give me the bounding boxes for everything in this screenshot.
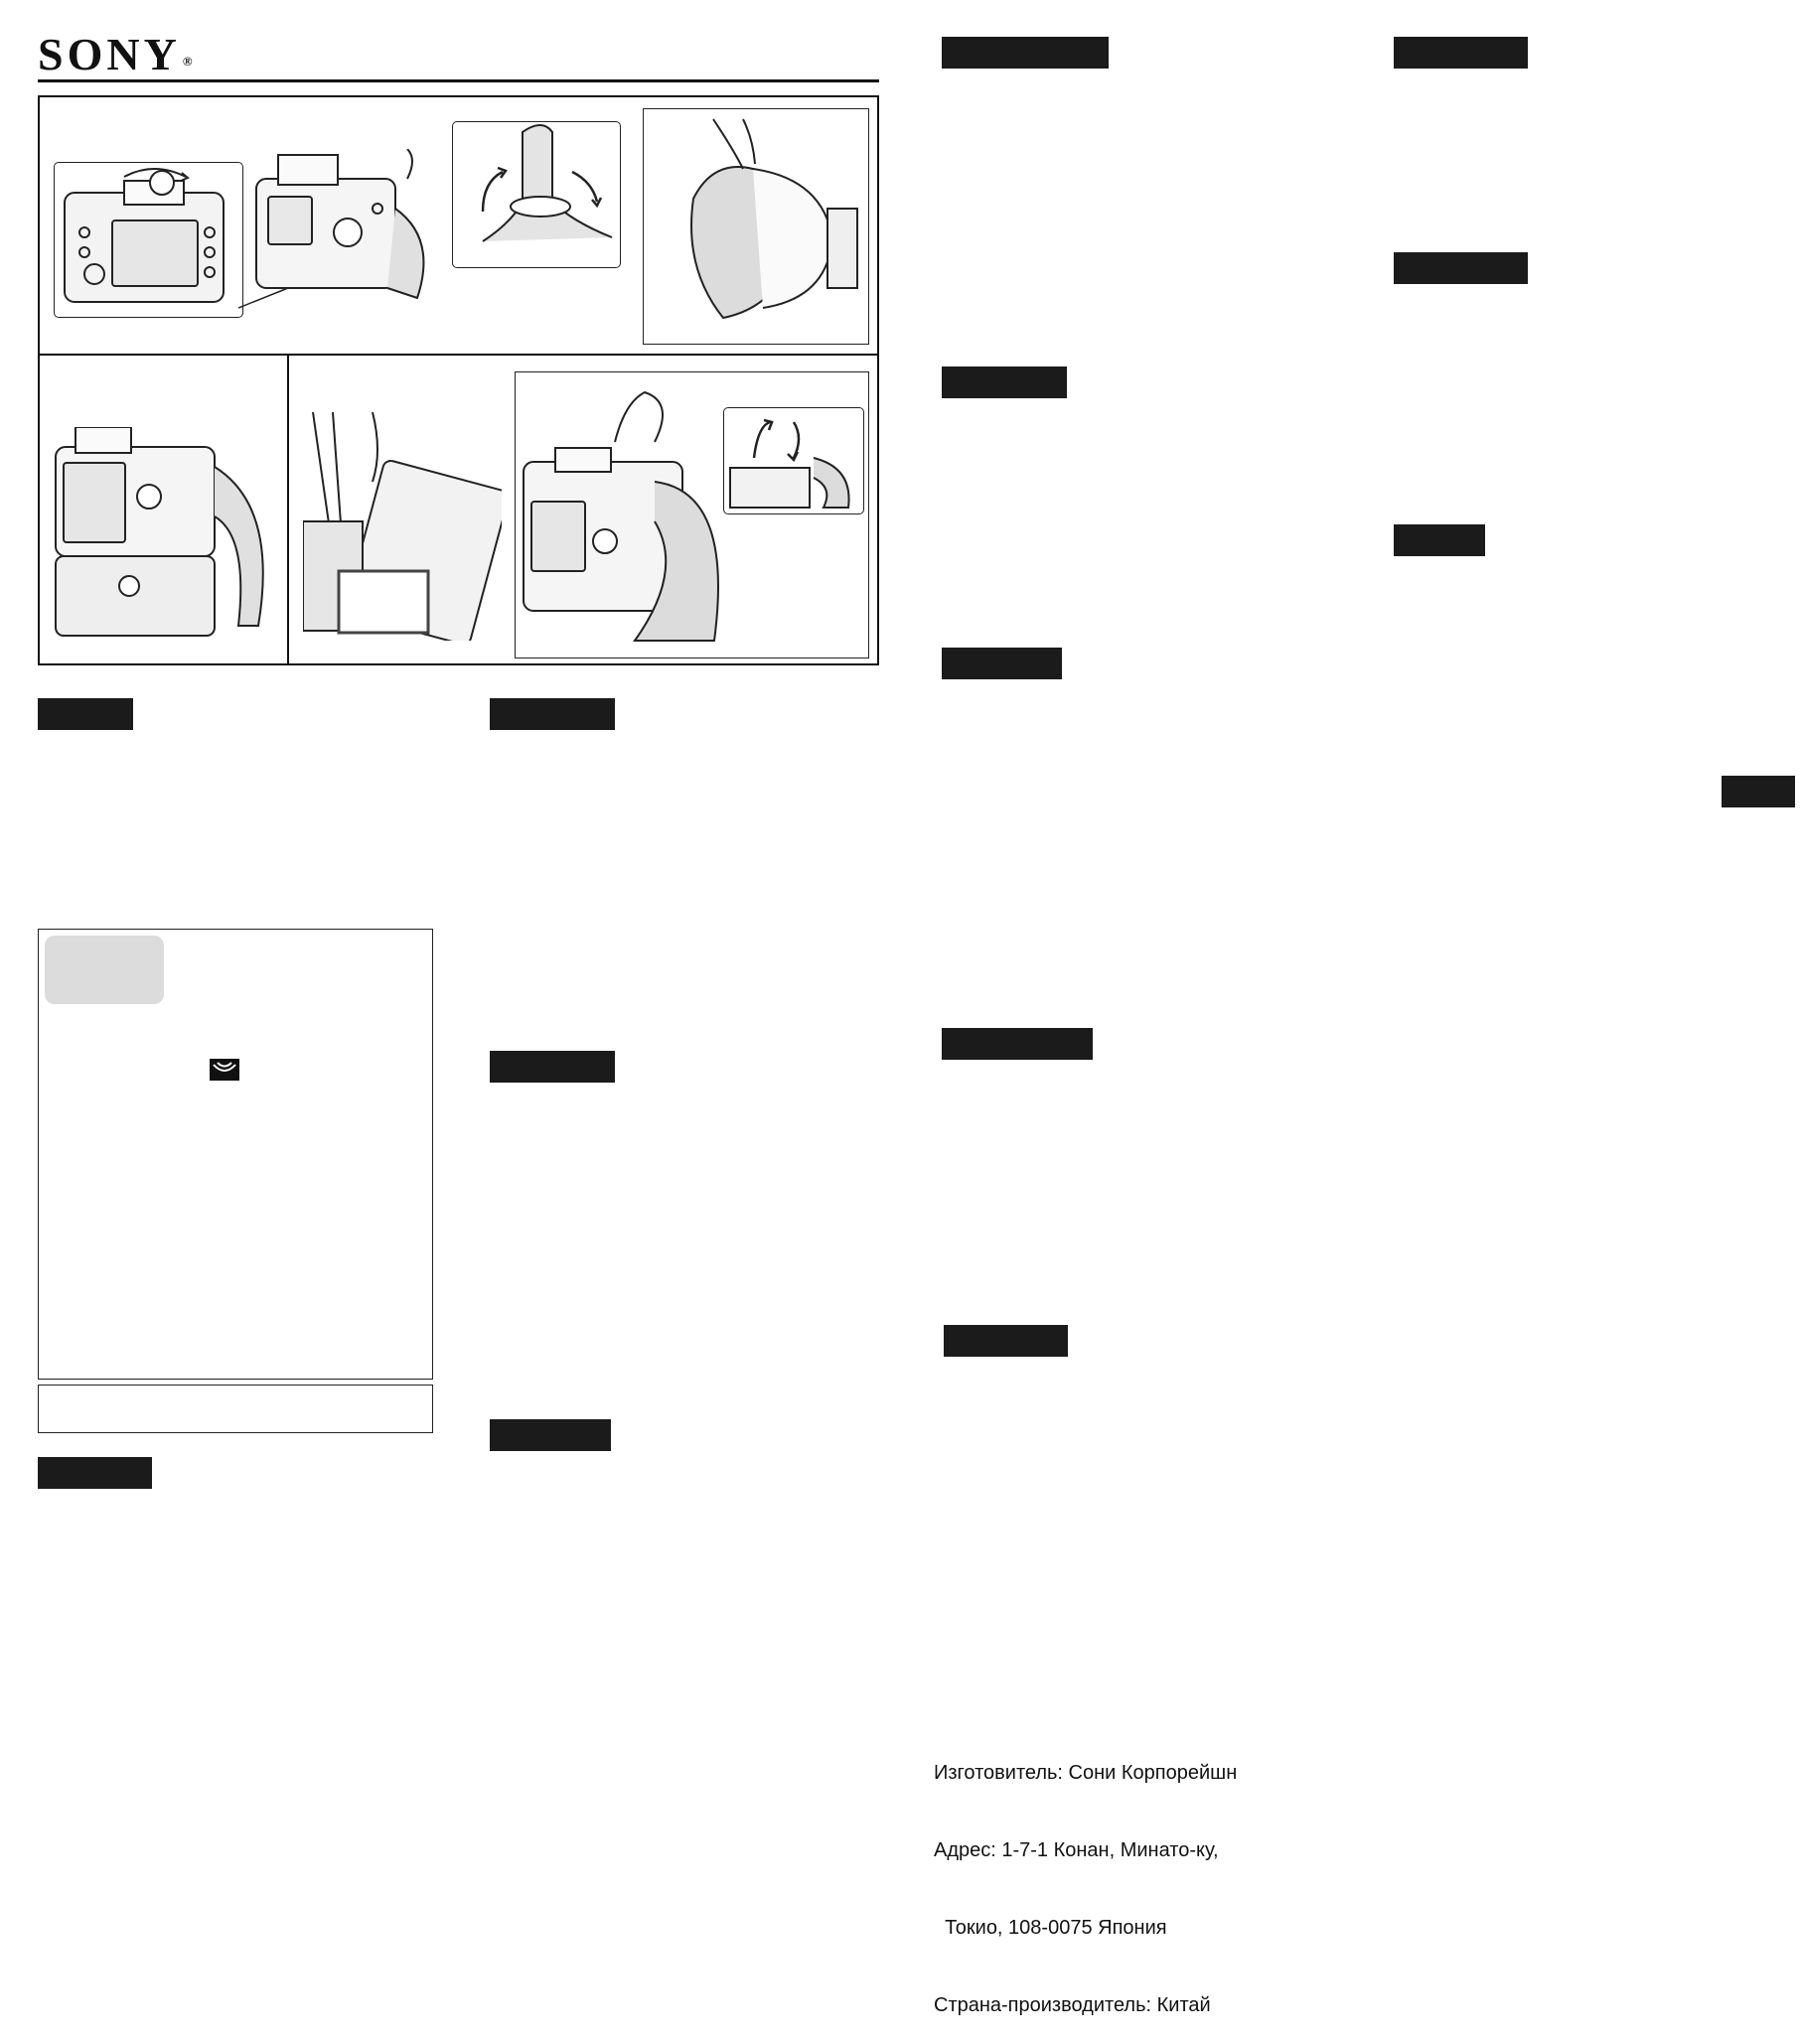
hand-in-grip-illustration [644, 109, 866, 342]
manufacturer-address: Адрес: 1-7-1 Конан, Минато-ку, [934, 1839, 1219, 1861]
illustration-row-divider [38, 354, 879, 356]
section-heading-bar [942, 1028, 1093, 1060]
strap-loop-illustration [453, 122, 618, 265]
camera-baseplate-inset [54, 162, 243, 318]
notice-tab [45, 936, 164, 1004]
section-heading-bar [38, 698, 133, 730]
disposal-symbol-icon [210, 1059, 239, 1081]
note-box [38, 1385, 433, 1433]
section-heading-bar [490, 1419, 611, 1451]
camera-with-grip-illustration [238, 149, 457, 318]
manufacturer-info [934, 1708, 1237, 2044]
strap-loop-inset [452, 121, 621, 268]
camera-back-illustration [55, 163, 241, 316]
section-heading-bar [942, 37, 1109, 69]
strap-buckle-illustration [303, 412, 502, 641]
section-heading-bar [1394, 252, 1528, 284]
strap-lug-detail-illustration [724, 408, 861, 511]
hand-in-grip-inset [643, 108, 869, 345]
camera-battery-grip-illustration [50, 427, 278, 646]
sony-logo: SONY ® [38, 29, 193, 79]
section-heading-bar [942, 648, 1062, 679]
manufacturer-city: Токио, 108-0075 Япония [934, 1917, 1167, 1939]
section-heading-bar [1722, 776, 1795, 807]
section-heading-bar [1394, 37, 1528, 69]
manufacturer-name: Изготовитель: Сони Корпорейшн [934, 1762, 1238, 1784]
section-heading-bar [38, 1457, 152, 1489]
illustration-column-divider [287, 354, 289, 665]
section-heading-bar [490, 698, 615, 730]
section-heading-bar [942, 366, 1067, 398]
strap-lug-detail-inset [723, 407, 864, 514]
section-heading-bar [944, 1325, 1068, 1357]
section-heading-bar [490, 1051, 615, 1083]
header-rule [38, 79, 879, 82]
country-of-origin: Страна-производитель: Китай [934, 1994, 1211, 2016]
section-heading-bar [1394, 524, 1485, 556]
